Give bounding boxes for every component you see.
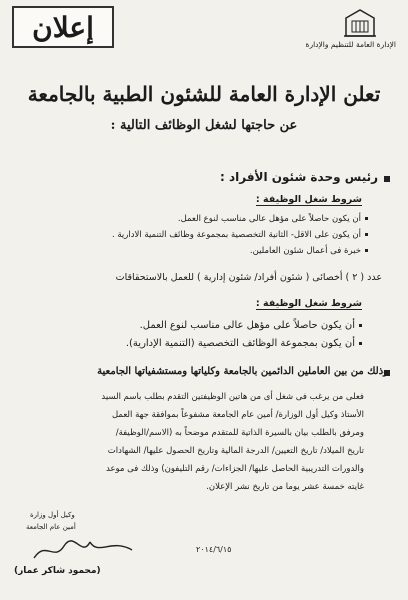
job2-condition-item: أن يكون حاصلاً على مؤهل عالى مناسب لنوع العمل. (140, 320, 362, 331)
announcement-label-box: إعلان (12, 6, 114, 48)
job2-count: عدد ( ٢ ) أخصائى ( شئون أفراد/ شئون إدارية ) للعمل بالاستحقاقات (115, 272, 382, 283)
job1-heading: رئيس وحدة شئون الأفراد : (219, 170, 378, 184)
job1-bullet-icon (384, 176, 390, 182)
university-logo-icon (338, 8, 382, 38)
eligibility-statement: وذلك من بين العاملين الدائمين بالجامعة وكلياتها ومستشفياتها الجامعية (97, 366, 388, 377)
job1-condition-item: خبرة فى أعمال شئون العاملين. (250, 246, 368, 256)
announcement-title: تعلن الإدارة العامة للشئون الطبية بالجامعة (27, 82, 381, 106)
instructions-line: والدورات التدريبية الحاصل عليها/ الجزاءات/ رقم التليفون) وذلك فى موعد (105, 464, 364, 474)
signer-title-1: وكيل أول وزارة (30, 511, 75, 519)
job2-conditions-title: شروط شغل الوظيفة : (255, 298, 362, 309)
instructions-line: الأستاذ وكيل أول الوزارة/ أمين عام الجامعة مشفوعاً بموافقة جهة العمل (111, 410, 364, 420)
instructions-line: ومرفق بالطلب بيان بالسيرة الذاتية للمتقدم موضحاً به (الاسم/الوظيفة/ (115, 428, 364, 438)
instructions-line: تاريخ الميلاد/ تاريخ التعيين/ الدرجة المالية وتاريخ الحصول عليها/ الشهادات (107, 446, 364, 456)
organization-name: الإدارة العامة للتنظيم والإدارة (305, 40, 396, 49)
signer-name: (محمود شاكر عمار) (14, 566, 101, 576)
job1-condition-item: أن يكون على الاقل- الثانية التخصصية بمجموعة وظائف التنمية الادارية . (112, 230, 368, 240)
job1-condition-item: أن يكون حاصلاً على مؤهل عالى مناسب لنوع العمل. (178, 214, 368, 224)
job1-conditions-title: شروط شغل الوظيفة : (255, 194, 362, 205)
announcement-subtitle: عن حاجتها لشغل الوظائف التالية : (110, 118, 298, 133)
job2-condition-item: أن يكون بمجموعة الوظائف التخصصية (التنمية الإدارية). (126, 338, 362, 349)
handwritten-signature (28, 534, 138, 566)
signer-title-2: أمين عام الجامعة (26, 523, 76, 531)
announcement-date: ٢٠١٤/٦/١٥ (196, 545, 232, 554)
instructions-line: غايته خمسة عشر يوما من تاريخ نشر الإعلان. (206, 482, 364, 492)
instructions-line: فعلى من يرغب فى شغل أى من هاتين الوظيفتين التقدم بطلب باسم السيد (101, 392, 364, 402)
